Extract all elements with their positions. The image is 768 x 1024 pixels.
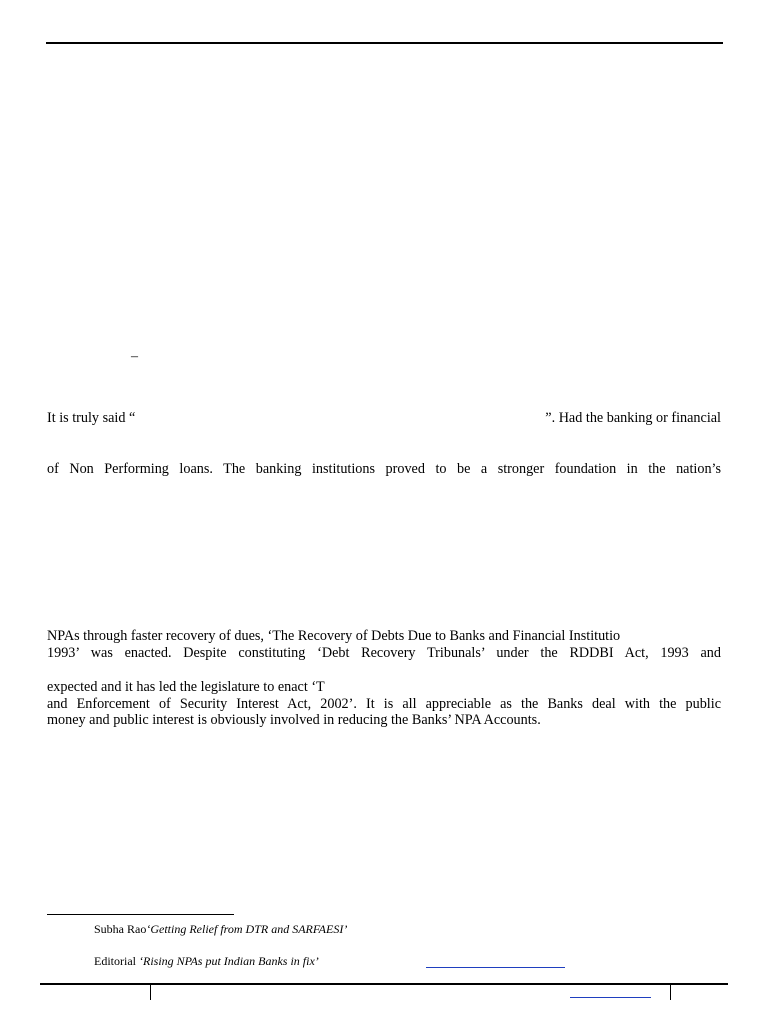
footnote-separator — [47, 914, 234, 915]
footnote-1-title: ‘Getting Relief from DTR and SARFAESI’ — [146, 922, 348, 936]
footer-link[interactable] — [570, 997, 651, 998]
footnote-2-link[interactable] — [426, 967, 565, 968]
dash-mark: – — [131, 349, 138, 364]
footer-divider-left — [150, 985, 151, 1000]
paragraph-line-1-right: ”. Had the banking or financial — [545, 410, 721, 426]
footer-divider-right — [670, 985, 671, 1000]
footnote-1-author: Subha Rao — [94, 922, 147, 936]
paragraph-line-1 — [47, 410, 721, 427]
paragraph-line-3: NPAs through faster recovery of dues, ‘The Recovery of Debts Due to Banks and Financial Institutio — [47, 628, 621, 644]
footnote-2-author: Editorial — [94, 954, 139, 968]
paragraph-line-7: money and public interest is obviously involved in reducing the Banks’ NPA Accounts. — [47, 712, 541, 728]
footer-rule — [40, 983, 728, 985]
paragraph-line-6: and Enforcement of Security Interest Act, 2002’. It is all appreciable as the Banks deal with the public — [47, 696, 721, 712]
paragraph-line-2: of Non Performing loans. The banking institutions proved to be a stronger foundation in the nation’s — [47, 461, 721, 477]
footnote-2-title: ‘Rising NPAs put Indian Banks in fix’ — [139, 954, 319, 968]
paragraph-line-5: expected and it has led the legislature to enact ‘T — [47, 679, 325, 695]
footnote-1 — [94, 922, 347, 937]
footnote-2 — [94, 954, 319, 969]
header-rule — [46, 42, 723, 44]
paragraph-line-1-left: It is truly said “ — [47, 410, 136, 426]
paragraph-line-4: 1993’ was enacted. Despite constituting ‘Debt Recovery Tribunals’ under the RDDBI Act, 1993 and — [47, 645, 721, 661]
